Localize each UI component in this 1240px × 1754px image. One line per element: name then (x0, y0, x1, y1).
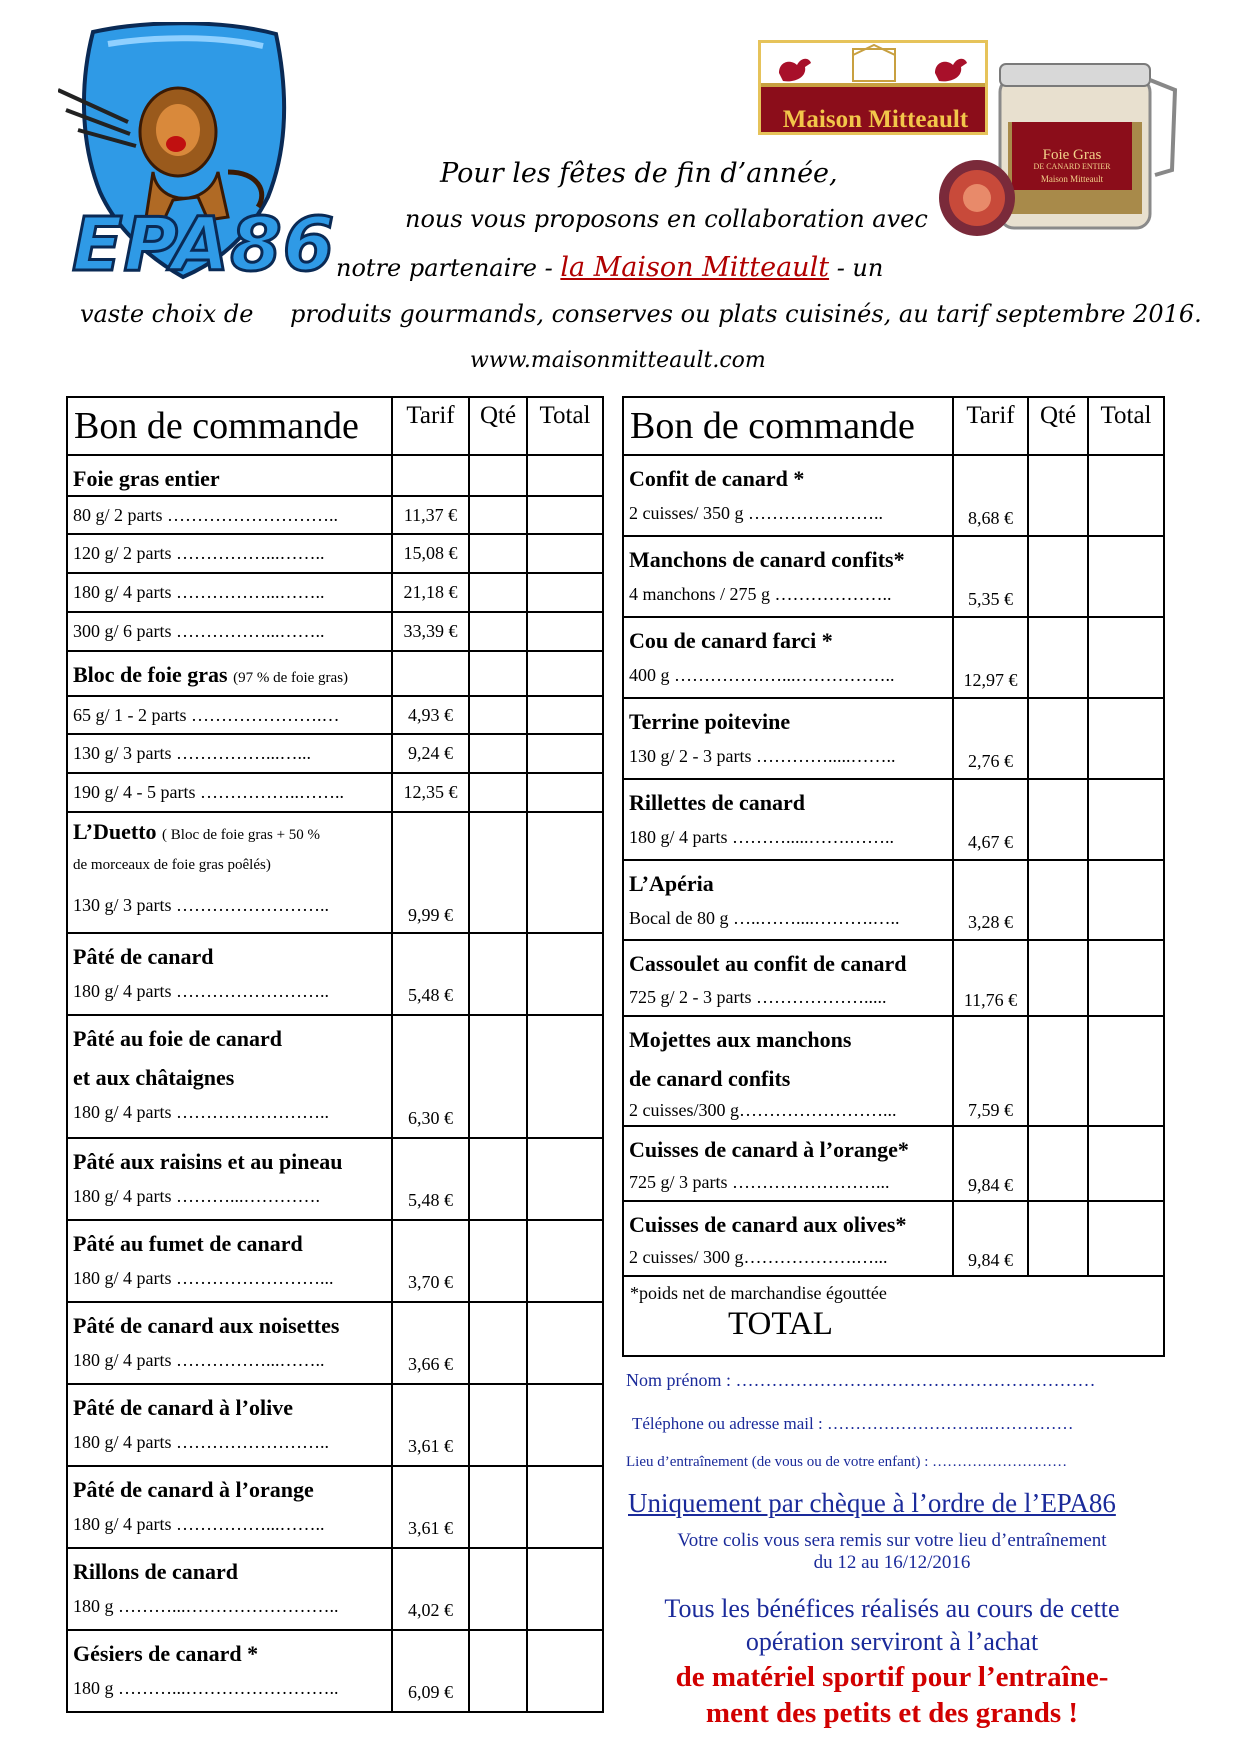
product-variant: 4 manchons / 275 g ……………….. (629, 584, 892, 604)
logo-ducks-emblem (761, 43, 985, 87)
product-price: 11,37 € (392, 496, 469, 534)
delivery-line-1: Votre colis vous sera remis sur votre lieu d’entraînement (677, 1530, 1107, 1551)
qty-cell[interactable] (469, 651, 527, 696)
benefit-line-1: Tous les bénéfices réalisés au cours de cette (664, 1594, 1120, 1623)
product-price: 5,35 € (953, 536, 1028, 617)
total-cell[interactable] (527, 1466, 603, 1548)
benefit-highlight (612, 1659, 1172, 1731)
product-variant: 180 g/ 4 parts ………...…………. (73, 1186, 320, 1206)
product-cell (67, 1466, 392, 1548)
product-name: Mojettes aux manchons (629, 1027, 852, 1052)
product-name: Terrine poitevine (629, 709, 791, 734)
product-variant: 180 g/ 4 parts …………………….. (73, 1102, 329, 1122)
product-price: 11,76 € (953, 940, 1028, 1016)
product-name: L’Duetto (73, 819, 157, 844)
col-header-tarif: Tarif (953, 397, 1028, 455)
product-variant: 725 g/ 2 - 3 parts ………………..... (629, 987, 887, 1007)
qty-cell[interactable] (469, 812, 527, 933)
product-price: 12,97 € (953, 617, 1028, 698)
total-cell[interactable] (527, 773, 603, 812)
delivery-notice (622, 1530, 1162, 1574)
qty-cell[interactable] (1028, 1126, 1088, 1201)
jar-label-subtitle: DE CANARD ENTIER (1033, 162, 1111, 171)
table-row (67, 696, 603, 734)
header-line-3-pre: notre partenaire - (336, 254, 561, 282)
product-variant: 80 g/ 2 parts ……………………….. (67, 496, 392, 534)
total-row (623, 1276, 1164, 1356)
table-row (67, 812, 603, 933)
product-note: ( Bloc de foie gras + 50 % (162, 827, 321, 843)
product-name: Pâté aux raisins et au pineau (73, 1149, 343, 1174)
table-row (67, 573, 603, 612)
product-price: 4,93 € (392, 696, 469, 734)
table-header-row (67, 397, 603, 455)
total-cell[interactable] (527, 696, 603, 734)
table-row (623, 698, 1164, 779)
table-row (67, 734, 603, 773)
product-name: Confit de canard * (629, 466, 805, 491)
product-name: Gésiers de canard * (73, 1641, 259, 1666)
table-row (623, 779, 1164, 860)
product-price: 3,70 € (392, 1220, 469, 1302)
product-price: 9,24 € (392, 734, 469, 773)
qty-cell[interactable] (469, 496, 527, 534)
table-row (67, 1466, 603, 1548)
product-variant: 130 g/ 3 parts ……………...…... (67, 734, 392, 773)
product-variant: 180 g/ 4 parts …………………….. (73, 981, 329, 1001)
product-name: Pâté de canard (73, 944, 214, 969)
product-cell (67, 1015, 392, 1138)
total-cell[interactable] (1088, 698, 1164, 779)
payment-notice: Uniquement par chèque à l’ordre de l’EPA86 (628, 1488, 1116, 1518)
product-price: 33,39 € (392, 612, 469, 651)
partner-name: la Maison Mitteault (560, 252, 830, 283)
maison-mitteault-logo (758, 40, 988, 135)
product-variant: 180 g/ 4 parts ……………...…….. (67, 573, 392, 612)
epa86-logo-text: EPA86 (72, 202, 336, 288)
benefit-notice (612, 1592, 1172, 1658)
product-name: Cuisses de canard à l’orange* (629, 1137, 909, 1162)
product-price: 2,76 € (953, 698, 1028, 779)
table-row (623, 940, 1164, 1016)
qty-cell[interactable] (469, 1138, 527, 1220)
product-name: Manchons de canard confits* (629, 547, 905, 572)
header-line-4a: vaste choix de (80, 300, 254, 328)
table-row (623, 455, 1164, 536)
product-cell (623, 455, 953, 536)
qty-cell[interactable] (469, 1630, 527, 1712)
product-name-line-2: et aux châtaignes (73, 1065, 235, 1090)
product-variant: 180 g ………...…………………….. (73, 1596, 339, 1616)
product-variant: 180 g/ 4 parts ……………...…….. (73, 1514, 325, 1534)
header-line-3 (336, 252, 883, 283)
product-price: 5,48 € (392, 1138, 469, 1220)
table-row (67, 773, 603, 812)
product-price: 4,67 € (953, 779, 1028, 860)
qty-cell[interactable] (469, 696, 527, 734)
qty-cell[interactable] (1028, 698, 1088, 779)
product-name: Rillettes de canard (629, 790, 805, 815)
product-cell (67, 812, 392, 933)
qty-cell[interactable] (469, 1548, 527, 1630)
product-cell (67, 1630, 392, 1712)
qty-cell[interactable] (469, 933, 527, 1015)
product-name: Foie gras entier (67, 455, 392, 496)
table-title: Bon de commande (67, 397, 392, 455)
product-name: Pâté au fumet de canard (73, 1231, 303, 1256)
product-name: Pâté au foie de canard (73, 1026, 282, 1051)
table-row (67, 1630, 603, 1712)
col-header-qte: Qté (469, 397, 527, 455)
product-name: Cuisses de canard aux olives* (629, 1212, 907, 1237)
product-variant: 400 g ………………...…………….. (629, 665, 895, 685)
table-row (67, 534, 603, 573)
total-cell[interactable] (527, 573, 603, 612)
benefit-line-2: opération serviront à l’achat (745, 1627, 1039, 1656)
product-variant: 180 g/ 4 parts ……………………... (73, 1268, 334, 1288)
qty-cell[interactable] (469, 534, 527, 573)
qty-cell[interactable] (1028, 536, 1088, 617)
product-price: 15,08 € (392, 534, 469, 573)
product-variant: 130 g/ 2 - 3 parts ………….....…….. (629, 746, 896, 766)
header-line-1: Pour les fêtes de fin d’année, (440, 158, 838, 189)
qty-cell[interactable] (469, 1015, 527, 1138)
total-cell[interactable] (527, 734, 603, 773)
total-cell[interactable] (1088, 536, 1164, 617)
total-cell[interactable] (1088, 1126, 1164, 1201)
jar-label-brand: Maison Mitteault (1040, 174, 1104, 184)
product-name-line-2: de canard confits (629, 1066, 791, 1091)
product-price: 8,68 € (953, 455, 1028, 536)
product-variant: 300 g/ 6 parts ……………...…….. (67, 612, 392, 651)
product-name: Pâté de canard à l’olive (73, 1395, 293, 1420)
qty-cell[interactable] (469, 455, 527, 496)
grand-total-label: TOTAL (728, 1306, 833, 1342)
product-name: Rillons de canard (73, 1559, 239, 1584)
total-cell[interactable] (527, 651, 603, 696)
total-cell[interactable] (527, 534, 603, 573)
benefit-line-4: ment des petits et des grands ! (705, 1697, 1079, 1729)
table-row (623, 1126, 1164, 1201)
table-row (67, 1138, 603, 1220)
total-cell[interactable] (527, 933, 603, 1015)
product-variant: 180 g/ 4 parts ……….....…….…….. (629, 827, 894, 847)
total-cell[interactable] (527, 612, 603, 651)
qty-cell[interactable] (469, 734, 527, 773)
product-name (67, 651, 392, 696)
product-cell (623, 940, 953, 1016)
figs-image (935, 150, 1025, 240)
product-cell (67, 933, 392, 1015)
table-row (67, 1220, 603, 1302)
product-cell (623, 1126, 953, 1201)
total-cell[interactable] (527, 1138, 603, 1220)
product-price: 3,61 € (392, 1466, 469, 1548)
table-row (67, 612, 603, 651)
product-price: 9,84 € (953, 1126, 1028, 1201)
product-note-2: de morceaux de foie gras poêlés) (73, 857, 271, 873)
total-cell[interactable] (527, 455, 603, 496)
product-variant: 65 g/ 1 - 2 parts ………………….… (67, 696, 392, 734)
qty-cell[interactable] (1028, 860, 1088, 940)
product-variant: 2 cuisses/ 350 g ………………….. (629, 503, 883, 523)
qty-cell[interactable] (1028, 617, 1088, 698)
total-cell[interactable] (1088, 455, 1164, 536)
total-cell-group (623, 1276, 1164, 1356)
total-cell[interactable] (527, 1015, 603, 1138)
header-line-4b: produits gourmands, conserves ou plats cuisinés, au tarif septembre 2016. (290, 300, 1202, 328)
product-price: 9,99 € (392, 812, 469, 933)
product-cell (67, 1302, 392, 1384)
header-line-3-post: - un (829, 254, 884, 282)
epa86-logo (58, 22, 336, 292)
product-price: 9,84 € (953, 1201, 1028, 1276)
table-row (623, 536, 1164, 617)
product-cell (623, 1016, 953, 1126)
qty-cell[interactable] (1028, 1201, 1088, 1276)
jar-label-title: Foie Gras (1042, 147, 1102, 163)
table-row (67, 1015, 603, 1138)
contact-field[interactable]: Téléphone ou adresse mail : ………………………..…………… (632, 1414, 1074, 1433)
product-name: Cou de canard farci * (629, 628, 833, 653)
qty-cell[interactable] (469, 573, 527, 612)
total-cell[interactable] (527, 496, 603, 534)
product-price: 21,18 € (392, 573, 469, 612)
total-cell[interactable] (1088, 1016, 1164, 1126)
product-cell (67, 1548, 392, 1630)
table-title: Bon de commande (623, 397, 953, 455)
qty-cell[interactable] (469, 1466, 527, 1548)
product-name-text: Bloc de foie gras (73, 662, 228, 687)
table-row (67, 1302, 603, 1384)
product-name: L’Apéria (629, 871, 714, 896)
qty-cell[interactable] (469, 1302, 527, 1384)
product-price: 3,66 € (392, 1302, 469, 1384)
product-cell (67, 1138, 392, 1220)
total-cell[interactable] (527, 812, 603, 933)
qty-cell[interactable] (469, 612, 527, 651)
product-variant: 180 g/ 4 parts …………………….. (73, 1432, 329, 1452)
product-price: 4,02 € (392, 1548, 469, 1630)
product-variant: 180 g ………...…………………….. (73, 1678, 339, 1698)
total-cell[interactable] (1088, 779, 1164, 860)
col-header-tarif: Tarif (392, 397, 469, 455)
product-note: (97 % de foie gras) (233, 670, 349, 686)
product-price: 6,09 € (392, 1630, 469, 1712)
table-row (623, 1016, 1164, 1126)
product-variant: Bocal de 80 g …..……....……….….. (629, 908, 900, 928)
product-variant: 190 g/ 4 - 5 parts ……………..…….. (67, 773, 392, 812)
product-variant: 180 g/ 4 parts ……………...…….. (73, 1350, 325, 1370)
product-variant: 2 cuisses/ 300 g……………….…... (629, 1247, 888, 1267)
product-price: 6,30 € (392, 1015, 469, 1138)
total-cell[interactable] (1088, 940, 1164, 1016)
total-cell[interactable] (527, 1220, 603, 1302)
total-cell[interactable] (527, 1302, 603, 1384)
product-variant: 2 cuisses/300 g……………………... (629, 1100, 897, 1120)
qty-cell[interactable] (469, 1384, 527, 1466)
product-cell (623, 536, 953, 617)
order-table-right (622, 396, 1165, 1357)
table-header-row (623, 397, 1164, 455)
product-cell (623, 698, 953, 779)
qty-cell[interactable] (1028, 779, 1088, 860)
product-price: 3,28 € (953, 860, 1028, 940)
maison-mitteault-logo-name: Maison Mitteault (782, 106, 969, 133)
training-place-field[interactable]: Lieu d’entraînement (de vous ou de votre enfant) : ……………………… (626, 1454, 1068, 1470)
table-row (67, 933, 603, 1015)
table-row (623, 1201, 1164, 1276)
product-variant: 120 g/ 2 parts ……………...…….. (67, 534, 392, 573)
product-price: 7,59 € (953, 1016, 1028, 1126)
header-line-2: nous vous proposons en collaboration avec (405, 205, 928, 233)
col-header-qte: Qté (1028, 397, 1088, 455)
total-cell[interactable] (1088, 617, 1164, 698)
name-field[interactable]: Nom prénom : …………………………………………………… (626, 1370, 1096, 1390)
qty-cell[interactable] (1028, 455, 1088, 536)
product-cell (67, 1384, 392, 1466)
table-row (67, 455, 603, 496)
product-price: 5,48 € (392, 933, 469, 1015)
table-row (67, 651, 603, 696)
product-name: Cassoulet au confit de canard (629, 951, 907, 976)
product-price: 3,61 € (392, 1384, 469, 1466)
table-row (623, 617, 1164, 698)
col-header-total: Total (1088, 397, 1164, 455)
total-cell[interactable] (1088, 860, 1164, 940)
qty-cell[interactable] (469, 1220, 527, 1302)
table-row (67, 1384, 603, 1466)
product-cell (623, 860, 953, 940)
total-cell[interactable] (527, 1384, 603, 1466)
delivery-line-2: du 12 au 16/12/2016 (813, 1552, 971, 1573)
product-cell (623, 617, 953, 698)
qty-cell[interactable] (1028, 1016, 1088, 1126)
table-row (67, 496, 603, 534)
footnote: *poids net de marchandise égouttée (630, 1283, 887, 1303)
table-row (67, 1548, 603, 1630)
product-cell (623, 1201, 953, 1276)
product-name: Pâté de canard aux noisettes (73, 1313, 340, 1338)
total-cell[interactable] (1088, 1201, 1164, 1276)
product-cell (67, 1220, 392, 1302)
qty-cell[interactable] (1028, 940, 1088, 1016)
order-table-left (66, 396, 604, 1713)
product-name: Pâté de canard à l’orange (73, 1477, 314, 1502)
table-row (623, 860, 1164, 940)
product-variant: 130 g/ 3 parts …………………….. (73, 895, 329, 915)
col-header-total: Total (527, 397, 603, 455)
total-cell[interactable] (527, 1548, 603, 1630)
website-link[interactable]: www.maisonmitteault.com (470, 348, 766, 373)
product-variant: 725 g/ 3 parts ……………………... (629, 1172, 890, 1192)
product-cell (623, 779, 953, 860)
product-price: 12,35 € (392, 773, 469, 812)
qty-cell[interactable] (469, 773, 527, 812)
total-cell[interactable] (527, 1630, 603, 1712)
benefit-line-3: de matériel sportif pour l’entraîne- (675, 1661, 1109, 1693)
